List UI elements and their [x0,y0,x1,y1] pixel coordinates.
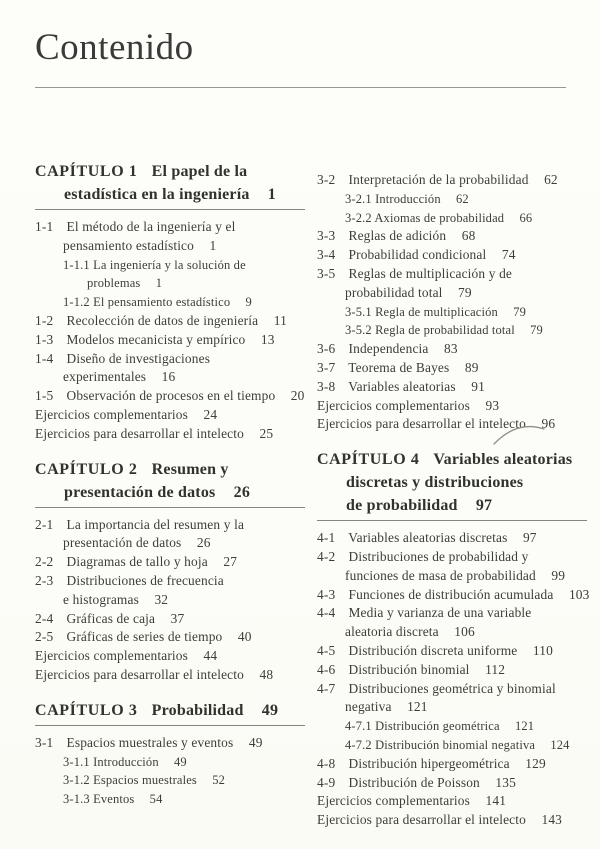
entry-page-number: 121 [407,699,428,715]
entry-text: La importancia del resumen y la [66,516,245,532]
entry-text: Distribución binomial [348,661,470,677]
entry-page-number: 141 [485,793,507,809]
entry-number: 1-5 [35,388,54,404]
chapter-title-text: El papel de la [151,163,248,180]
entry-page-number: 106 [454,624,475,640]
entry-text: Gráficas de series de tiempo [66,629,223,645]
entry-number: 1-1 [35,219,54,234]
chapter-heading-line [317,448,587,471]
entry-text: Funciones de distribución acumulada [348,586,554,602]
entry-text: 3-2.2 Axiomas de probabilidad [345,210,505,225]
entry-text: Ejercicios para desarrollar el intelecto [35,425,244,441]
entry-page-number: 37 [170,610,185,626]
chapter-title-text: Resumen y [151,460,229,478]
toc-entry-line [35,516,305,535]
entry-text: 1-1.2 El pensamiento estadístico [63,295,231,310]
toc-columns [35,160,590,830]
entry-page-number: 1 [209,237,217,253]
toc-entry-line [317,340,587,359]
toc-entry-line [35,628,305,647]
toc-entry-line [317,227,587,246]
toc-entry-line [35,312,305,331]
chapter-page-number: 97 [475,497,493,515]
entry-text: Independencia [348,341,429,357]
toc-entry-line [317,717,587,736]
toc-entry-line [317,736,587,755]
entry-text: Ejercicios complementarios [35,648,189,664]
toc-entry-line [35,771,305,790]
chapter-rule [35,507,305,508]
entry-text: El método de la ingeniería y el [66,219,236,234]
entry-page-number: 20 [290,388,305,404]
toc-entry-line [35,790,305,809]
entry-text: Interpretación de la probabilidad [348,172,529,187]
toc-entry-line [317,567,587,586]
toc-entry-line [317,698,587,717]
entry-text: Modelos mecanicista y empírico [66,331,246,347]
entry-text: e histogramas [63,591,139,607]
entry-number: 3-1 [35,734,54,750]
entry-page-number: 121 [514,719,535,734]
chapter-entries [35,516,305,685]
toc-chapter [35,699,305,809]
entry-page-number: 79 [458,284,472,300]
entry-text: Diseño de investigaciones [66,350,211,366]
chapter-heading-line [35,699,305,722]
toc-chapter [317,448,590,830]
entry-number: 4-6 [317,661,336,677]
entry-page-number: 83 [444,341,458,357]
entry-page-number: 13 [260,331,275,347]
entry-number: 4-4 [317,605,336,621]
toc-entry-line [35,256,305,275]
entry-page-number: 124 [550,737,570,752]
chapter-heading-line [35,458,305,481]
entry-text: Probabilidad condicional [348,247,487,263]
entry-number: 3-7 [317,359,336,375]
chapter-number-label: CAPÍTULO 2 [35,460,138,478]
entry-page-number: 103 [568,586,590,602]
chapter-heading-line [317,471,587,494]
chapter-heading-line [35,160,305,183]
entry-number: 2-5 [35,629,54,645]
entry-number: 3-3 [317,228,336,244]
toc-entry-line [35,387,305,406]
toc-entry-line [317,680,587,699]
pen-mark [486,416,556,450]
entry-text: 3-1.2 Espacios muestrales [63,773,197,788]
toc-entry-line [317,171,587,190]
entry-page-number: 26 [196,535,211,551]
toc-column-left [35,160,305,830]
entry-text: Recolección de datos de ingeniería [66,312,259,328]
toc-entry-line [35,534,305,553]
chapter-heading [35,699,305,722]
entry-text: Ejercicios para desarrollar el intelecto [317,812,526,828]
entry-text: Gráficas de caja [66,610,156,626]
toc-entry-line [317,529,587,548]
entry-number: 4-9 [317,774,336,790]
entry-page-number: 48 [259,666,274,682]
entry-page-number: 89 [464,359,479,375]
entry-text: aleatoria discreta [345,624,439,640]
entry-page-number: 74 [501,247,516,263]
toc-entry-line [35,350,305,369]
entry-text: Distribuciones de frecuencia [66,572,224,588]
toc-entry-line [317,359,587,378]
toc-entry-line [317,548,587,567]
toc-entry-line [317,661,587,680]
entry-text: Ejercicios complementarios [317,397,471,413]
toc-entry-line [35,666,305,685]
toc-entry-line [35,274,305,293]
entry-page-number: 129 [525,755,546,771]
toc-entry-line [35,406,305,425]
entry-page-number: 32 [154,591,169,607]
entry-text: Distribuciones geométrica y binomial [348,680,556,696]
entry-number: 3-6 [317,341,336,357]
entry-number: 3-4 [317,247,336,263]
entry-text: experimentales [63,369,147,385]
toc-entry-line [317,774,587,793]
entry-page-number: 68 [461,228,476,244]
entry-page-number: 27 [223,554,238,570]
entry-page-number: 11 [273,312,287,328]
entry-page-number: 40 [237,629,252,645]
chapter-rule [317,520,587,521]
entry-text: Distribución hipergeométrica [348,755,510,771]
entry-page-number: 44 [203,648,218,664]
entry-text: presentación de datos [63,535,182,551]
chapter-heading [35,160,305,206]
entry-text: funciones de masa de probabilidad [345,567,536,583]
toc-entry-line [317,623,587,642]
toc-entry-line [317,642,587,661]
toc-entry-line [35,647,305,666]
toc-entry-line [35,293,305,312]
toc-entry-line [35,331,305,350]
toc-entry-line [35,610,305,629]
chapter-page-number: 26 [233,483,251,501]
entry-number: 1-4 [35,350,54,366]
entry-page-number: 96 [541,416,556,432]
entry-page-number: 99 [551,567,566,583]
entry-text: Espacios muestrales y eventos [66,734,234,750]
entry-page-number: 97 [522,530,537,546]
entry-page-number: 112 [485,661,506,677]
entry-page-number: 110 [532,642,553,658]
chapter-title-text: discretas y distribuciones [346,474,524,492]
entry-text: negativa [345,699,392,715]
toc-entry-line [317,755,587,774]
entry-number: 4-8 [317,755,336,771]
entry-text: Distribución discreta uniforme [348,642,518,658]
entry-text: Variables aleatorias discretas [348,530,508,546]
entry-page-number: 1 [155,276,163,291]
toc-entry-line [317,284,587,303]
toc-entry-line [35,368,305,387]
title-rule [35,87,566,88]
entry-text: Ejercicios para desarrollar el intelecto [317,416,526,432]
toc-entry-line [35,218,305,237]
entry-text: 3-1.1 Introducción [63,754,159,769]
entry-page-number: 52 [212,773,226,788]
entry-page-number: 49 [174,754,187,769]
entry-number: 2-2 [35,554,54,570]
entry-number: 3-5 [317,265,336,281]
entry-page-number: 91 [471,378,485,394]
entry-text: 3-1.3 Eventos [63,792,135,807]
entry-page-number: 79 [530,323,543,338]
entry-page-number: 93 [485,397,500,413]
toc-entry-line [317,792,587,811]
entry-number: 1-3 [35,331,54,347]
chapter-title-text: estadística en la ingeniería [64,186,250,203]
entry-text: Teorema de Bayes [348,359,450,375]
entry-text: Variables aleatorias [348,378,456,394]
chapter-title-text: Variables aleatorias [433,451,573,469]
entry-page-number: 9 [245,295,252,310]
entry-page-number: 135 [495,774,516,790]
entry-text: Distribución de Poisson [348,774,480,790]
entry-text: Reglas de adición [348,228,447,244]
chapter-rule [35,725,305,726]
entry-text: problemas [87,276,141,291]
entry-text: pensamiento estadístico [63,237,195,253]
toc-entry-line [35,237,305,256]
entry-number: 4-7 [317,680,336,696]
toc-entry-line [35,425,305,444]
entry-number: 2-1 [35,516,54,532]
entry-text: Distribuciones de probabilidad y [348,548,529,564]
entry-text: 3-2.1 Introducción [345,191,441,206]
chapter-title-text: Probabilidad [151,701,244,719]
entry-page-number: 25 [259,425,274,441]
entry-text: Ejercicios complementarios [317,793,471,809]
toc-entry-line [317,397,587,416]
toc-entry-line [35,734,305,753]
entry-number: 4-2 [317,548,336,564]
entry-text: 1-1.1 La ingeniería y la solución de [63,257,246,272]
entry-text: Reglas de multiplicación y de [348,265,513,281]
entry-text: Observación de procesos en el tiempo [66,388,276,404]
entry-text: 3-5.2 Regla de probabilidad total [345,323,515,338]
entry-text: Ejercicios para desarrollar el intelecto [35,666,244,682]
entry-page-number: 62 [456,191,469,206]
entry-page-number: 24 [203,406,218,422]
entry-text: Media y varianza de una variable [348,605,532,621]
toc-entry-line [317,811,587,830]
chapter-entries [317,171,587,434]
toc-entry-line [35,753,305,772]
toc-entry-line [317,265,587,284]
chapter-page-number: 1 [267,186,276,203]
chapter-entries [35,734,305,809]
entry-page-number: 16 [161,369,176,385]
toc-entry-line [317,190,587,209]
entry-number: 1-2 [35,312,54,328]
entry-page-number: 54 [149,792,163,807]
entry-page-number: 79 [513,304,527,319]
entry-page-number: 66 [519,210,533,225]
chapter-title-text: presentación de datos [64,483,216,501]
toc-chapter [35,160,305,444]
toc-entry-line [317,604,587,623]
entry-text: Diagramas de tallo y hoja [66,554,208,570]
toc-entry-line [35,591,305,610]
toc-entry-line [317,586,590,605]
chapter-heading-line [35,481,305,504]
toc-entry-line [35,553,305,572]
chapter-entries [317,529,590,830]
chapter-title-text: de probabilidad [346,497,458,515]
entry-number: 2-4 [35,610,54,626]
entry-number: 3-8 [317,378,336,394]
entry-text: 3-5.1 Regla de multiplicación [345,304,498,319]
chapter-number-label: CAPÍTULO 3 [35,701,138,719]
toc-entry-line [317,303,587,322]
chapter-heading-line [317,494,587,517]
entry-number: 4-3 [317,586,336,602]
entry-number: 2-3 [35,572,54,588]
entry-page-number: 62 [544,172,558,187]
page-title: Contenido [35,27,194,68]
chapter-entries [35,218,305,444]
toc-entry-line [35,572,305,591]
entry-text: probabilidad total [345,284,443,300]
chapter-heading [317,448,587,517]
entry-page-number: 49 [248,734,263,750]
chapter-heading-line [35,183,305,206]
chapter-heading [35,458,305,504]
toc-entry-line [317,321,587,340]
entry-number: 4-1 [317,530,336,546]
toc-chapter [317,171,587,434]
toc-entry-line [317,378,587,397]
entry-page-number: 143 [541,812,563,828]
entry-text: Ejercicios complementarios [35,406,189,422]
chapter-number-label: CAPÍTULO 4 [317,451,420,469]
entry-text: 4-7.1 Distribución geométrica [345,719,500,734]
entry-number: 3-2 [317,172,336,187]
entry-number: 4-5 [317,642,336,658]
toc-entry-line [317,246,587,265]
chapter-page-number: 49 [261,701,279,719]
chapter-number-label: CAPÍTULO 1 [35,163,138,180]
chapter-rule [35,209,305,210]
toc-column-right [317,160,590,830]
toc-entry-line [317,209,587,228]
toc-chapter [35,458,305,685]
entry-text: 4-7.2 Distribución binomial negativa [345,737,536,752]
